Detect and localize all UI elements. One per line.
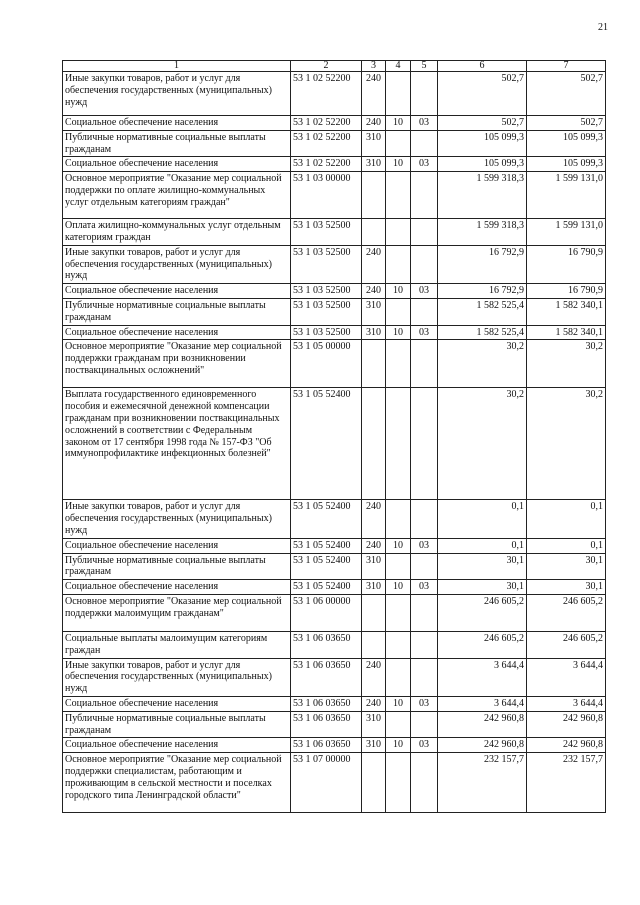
row-code: 53 1 03 52500 bbox=[291, 245, 362, 283]
row-expense-type: 240 bbox=[362, 696, 386, 711]
header-col-4: 4 bbox=[386, 61, 411, 72]
row-subsection bbox=[411, 130, 438, 157]
row-amount-col6: 30,1 bbox=[438, 553, 527, 580]
table-row bbox=[63, 388, 606, 500]
table-row bbox=[63, 738, 606, 753]
row-expense-type: 240 bbox=[362, 116, 386, 131]
row-name: Социальное обеспечение населения bbox=[63, 284, 291, 299]
row-amount-col7: 3 644,4 bbox=[527, 696, 606, 711]
row-expense-type: 310 bbox=[362, 298, 386, 325]
row-expense-type bbox=[362, 631, 386, 658]
row-code: 53 1 03 52500 bbox=[291, 325, 362, 340]
table-row bbox=[63, 631, 606, 658]
row-section: 10 bbox=[386, 738, 411, 753]
row-amount-col6: 242 960,8 bbox=[438, 711, 527, 738]
row-name: Публичные нормативные социальные выплаты гражданам bbox=[63, 711, 291, 738]
row-amount-col6: 502,7 bbox=[438, 72, 527, 116]
row-section bbox=[386, 388, 411, 500]
row-name: Социальное обеспечение населения bbox=[63, 538, 291, 553]
table-row bbox=[63, 580, 606, 595]
row-subsection bbox=[411, 631, 438, 658]
row-section bbox=[386, 553, 411, 580]
table-row bbox=[63, 696, 606, 711]
row-amount-col6: 16 792,9 bbox=[438, 245, 527, 283]
row-code: 53 1 02 52200 bbox=[291, 116, 362, 131]
row-section: 10 bbox=[386, 157, 411, 172]
row-subsection: 03 bbox=[411, 157, 438, 172]
table-row bbox=[63, 72, 606, 116]
row-section bbox=[386, 631, 411, 658]
row-subsection bbox=[411, 753, 438, 813]
row-name: Оплата жилищно-коммунальных услуг отдельным категориям граждан bbox=[63, 219, 291, 246]
table-row bbox=[63, 500, 606, 538]
row-amount-col7: 1 599 131,0 bbox=[527, 172, 606, 219]
row-code: 53 1 03 52500 bbox=[291, 298, 362, 325]
row-amount-col7: 16 790,9 bbox=[527, 245, 606, 283]
row-section bbox=[386, 172, 411, 219]
row-amount-col7: 3 644,4 bbox=[527, 658, 606, 696]
table-row bbox=[63, 753, 606, 813]
row-name: Публичные нормативные социальные выплаты гражданам bbox=[63, 298, 291, 325]
row-amount-col6: 1 599 318,3 bbox=[438, 219, 527, 246]
row-name: Публичные нормативные социальные выплаты гражданам bbox=[63, 130, 291, 157]
row-subsection: 03 bbox=[411, 696, 438, 711]
row-expense-type: 240 bbox=[362, 538, 386, 553]
header-row bbox=[63, 61, 606, 72]
row-section: 10 bbox=[386, 696, 411, 711]
row-expense-type: 310 bbox=[362, 553, 386, 580]
row-name: Основное мероприятие "Оказание мер социальной поддержки гражданам при возникновении поствакцинальных осложнений" bbox=[63, 340, 291, 388]
row-amount-col7: 0,1 bbox=[527, 538, 606, 553]
row-amount-col7: 246 605,2 bbox=[527, 631, 606, 658]
row-name: Социальное обеспечение населения bbox=[63, 580, 291, 595]
row-expense-type: 310 bbox=[362, 738, 386, 753]
row-expense-type: 240 bbox=[362, 72, 386, 116]
row-amount-col7: 1 582 340,1 bbox=[527, 325, 606, 340]
row-code: 53 1 05 52400 bbox=[291, 388, 362, 500]
row-section: 10 bbox=[386, 284, 411, 299]
row-expense-type: 240 bbox=[362, 658, 386, 696]
table-row bbox=[63, 711, 606, 738]
row-code: 53 1 02 52200 bbox=[291, 157, 362, 172]
row-section bbox=[386, 72, 411, 116]
row-amount-col7: 502,7 bbox=[527, 116, 606, 131]
table-row bbox=[63, 219, 606, 246]
row-expense-type bbox=[362, 172, 386, 219]
table-row bbox=[63, 298, 606, 325]
row-code: 53 1 06 03650 bbox=[291, 711, 362, 738]
row-expense-type bbox=[362, 340, 386, 388]
row-section bbox=[386, 594, 411, 631]
row-amount-col6: 30,2 bbox=[438, 340, 527, 388]
row-subsection: 03 bbox=[411, 580, 438, 595]
table-row bbox=[63, 594, 606, 631]
row-name: Основное мероприятие "Оказание мер социальной поддержки малоимущим гражданам" bbox=[63, 594, 291, 631]
row-expense-type: 240 bbox=[362, 284, 386, 299]
row-expense-type: 310 bbox=[362, 580, 386, 595]
row-name: Иные закупки товаров, работ и услуг для обеспечения государственных (муниципальных) нужд bbox=[63, 658, 291, 696]
row-name: Иные закупки товаров, работ и услуг для обеспечения государственных (муниципальных) нужд bbox=[63, 245, 291, 283]
row-section: 10 bbox=[386, 325, 411, 340]
row-expense-type: 240 bbox=[362, 500, 386, 538]
row-amount-col7: 30,2 bbox=[527, 388, 606, 500]
row-name: Социальное обеспечение населения bbox=[63, 157, 291, 172]
row-expense-type: 310 bbox=[362, 157, 386, 172]
row-expense-type: 310 bbox=[362, 711, 386, 738]
header-col-2: 2 bbox=[291, 61, 362, 72]
row-code: 53 1 07 00000 bbox=[291, 753, 362, 813]
row-subsection: 03 bbox=[411, 538, 438, 553]
row-amount-col6: 232 157,7 bbox=[438, 753, 527, 813]
table-row bbox=[63, 553, 606, 580]
row-code: 53 1 05 52400 bbox=[291, 580, 362, 595]
row-code: 53 1 05 52400 bbox=[291, 553, 362, 580]
row-amount-col7: 246 605,2 bbox=[527, 594, 606, 631]
row-section bbox=[386, 130, 411, 157]
row-amount-col6: 0,1 bbox=[438, 538, 527, 553]
row-name: Социальное обеспечение населения bbox=[63, 738, 291, 753]
table-row bbox=[63, 538, 606, 553]
row-name: Выплата государственного единовременного пособия и ежемесячной денежной компенсации гражданам при возникновении поствакцинальных осложнений в соответствии с Федеральным законом от 17 сентября 1998 года № 157-ФЗ "Об иммунопрофилактике инфекционных болезней" bbox=[63, 388, 291, 500]
table-row bbox=[63, 658, 606, 696]
row-amount-col6: 246 605,2 bbox=[438, 631, 527, 658]
row-expense-type bbox=[362, 753, 386, 813]
row-code: 53 1 02 52200 bbox=[291, 72, 362, 116]
row-amount-col7: 1 582 340,1 bbox=[527, 298, 606, 325]
row-amount-col7: 105 099,3 bbox=[527, 157, 606, 172]
row-amount-col7: 502,7 bbox=[527, 72, 606, 116]
row-subsection bbox=[411, 594, 438, 631]
row-subsection bbox=[411, 219, 438, 246]
row-name: Основное мероприятие "Оказание мер социальной поддержки специалистам, работающим и проживающим в сельской местности и поселках городского типа Ленинградской области" bbox=[63, 753, 291, 813]
row-amount-col6: 1 599 318,3 bbox=[438, 172, 527, 219]
header-col-5: 5 bbox=[411, 61, 438, 72]
row-name: Иные закупки товаров, работ и услуг для обеспечения государственных (муниципальных) нужд bbox=[63, 500, 291, 538]
row-subsection bbox=[411, 340, 438, 388]
row-amount-col7: 0,1 bbox=[527, 500, 606, 538]
row-expense-type: 310 bbox=[362, 130, 386, 157]
row-section bbox=[386, 219, 411, 246]
row-amount-col6: 3 644,4 bbox=[438, 696, 527, 711]
row-expense-type bbox=[362, 594, 386, 631]
row-name: Социальное обеспечение населения bbox=[63, 325, 291, 340]
table-row bbox=[63, 116, 606, 131]
table-row bbox=[63, 340, 606, 388]
table-row bbox=[63, 284, 606, 299]
row-section bbox=[386, 711, 411, 738]
row-subsection bbox=[411, 245, 438, 283]
row-amount-col7: 1 599 131,0 bbox=[527, 219, 606, 246]
row-name: Иные закупки товаров, работ и услуг для обеспечения государственных (муниципальных) нужд bbox=[63, 72, 291, 116]
row-subsection bbox=[411, 658, 438, 696]
header-col-3: 3 bbox=[362, 61, 386, 72]
row-amount-col6: 0,1 bbox=[438, 500, 527, 538]
row-amount-col6: 30,1 bbox=[438, 580, 527, 595]
row-amount-col7: 30,1 bbox=[527, 580, 606, 595]
row-subsection bbox=[411, 553, 438, 580]
header-col-6: 6 bbox=[438, 61, 527, 72]
row-subsection bbox=[411, 172, 438, 219]
row-code: 53 1 06 03650 bbox=[291, 631, 362, 658]
row-name: Основное мероприятие "Оказание мер социальной поддержки по оплате жилищно-коммунальных услуг отдельным категориям граждан" bbox=[63, 172, 291, 219]
row-amount-col6: 3 644,4 bbox=[438, 658, 527, 696]
row-amount-col7: 242 960,8 bbox=[527, 711, 606, 738]
page-number: 21 bbox=[598, 22, 608, 33]
row-code: 53 1 03 52500 bbox=[291, 284, 362, 299]
row-amount-col6: 16 792,9 bbox=[438, 284, 527, 299]
row-subsection bbox=[411, 711, 438, 738]
row-section: 10 bbox=[386, 538, 411, 553]
row-subsection: 03 bbox=[411, 116, 438, 131]
row-amount-col6: 242 960,8 bbox=[438, 738, 527, 753]
row-subsection bbox=[411, 298, 438, 325]
row-code: 53 1 05 00000 bbox=[291, 340, 362, 388]
row-expense-type: 240 bbox=[362, 245, 386, 283]
row-code: 53 1 02 52200 bbox=[291, 130, 362, 157]
row-expense-type bbox=[362, 219, 386, 246]
row-code: 53 1 06 03650 bbox=[291, 696, 362, 711]
row-amount-col6: 105 099,3 bbox=[438, 130, 527, 157]
row-code: 53 1 05 52400 bbox=[291, 538, 362, 553]
row-code: 53 1 05 52400 bbox=[291, 500, 362, 538]
row-subsection: 03 bbox=[411, 325, 438, 340]
row-subsection bbox=[411, 72, 438, 116]
row-name: Социальные выплаты малоимущим категориям граждан bbox=[63, 631, 291, 658]
row-amount-col6: 1 582 525,4 bbox=[438, 325, 527, 340]
row-name: Социальное обеспечение населения bbox=[63, 116, 291, 131]
row-amount-col7: 232 157,7 bbox=[527, 753, 606, 813]
row-subsection bbox=[411, 500, 438, 538]
row-amount-col6: 105 099,3 bbox=[438, 157, 527, 172]
row-section: 10 bbox=[386, 116, 411, 131]
row-section bbox=[386, 245, 411, 283]
table-row bbox=[63, 245, 606, 283]
row-name: Публичные нормативные социальные выплаты гражданам bbox=[63, 553, 291, 580]
row-amount-col6: 502,7 bbox=[438, 116, 527, 131]
budget-table bbox=[62, 60, 606, 813]
row-amount-col7: 30,2 bbox=[527, 340, 606, 388]
row-amount-col7: 242 960,8 bbox=[527, 738, 606, 753]
row-amount-col6: 246 605,2 bbox=[438, 594, 527, 631]
row-subsection: 03 bbox=[411, 284, 438, 299]
row-subsection: 03 bbox=[411, 738, 438, 753]
row-code: 53 1 06 00000 bbox=[291, 594, 362, 631]
row-code: 53 1 06 03650 bbox=[291, 658, 362, 696]
row-section bbox=[386, 753, 411, 813]
row-amount-col6: 1 582 525,4 bbox=[438, 298, 527, 325]
row-name: Социальное обеспечение населения bbox=[63, 696, 291, 711]
row-amount-col7: 105 099,3 bbox=[527, 130, 606, 157]
table-row bbox=[63, 130, 606, 157]
row-section: 10 bbox=[386, 580, 411, 595]
row-expense-type bbox=[362, 388, 386, 500]
row-expense-type: 310 bbox=[362, 325, 386, 340]
table-row bbox=[63, 325, 606, 340]
header-col-7: 7 bbox=[527, 61, 606, 72]
row-amount-col7: 16 790,9 bbox=[527, 284, 606, 299]
table-row bbox=[63, 172, 606, 219]
table-row bbox=[63, 157, 606, 172]
row-subsection bbox=[411, 388, 438, 500]
row-section bbox=[386, 340, 411, 388]
row-section bbox=[386, 500, 411, 538]
row-amount-col7: 30,1 bbox=[527, 553, 606, 580]
row-code: 53 1 03 52500 bbox=[291, 219, 362, 246]
row-section bbox=[386, 658, 411, 696]
row-code: 53 1 03 00000 bbox=[291, 172, 362, 219]
header-col-1: 1 bbox=[63, 61, 291, 72]
row-amount-col6: 30,2 bbox=[438, 388, 527, 500]
row-code: 53 1 06 03650 bbox=[291, 738, 362, 753]
row-section bbox=[386, 298, 411, 325]
